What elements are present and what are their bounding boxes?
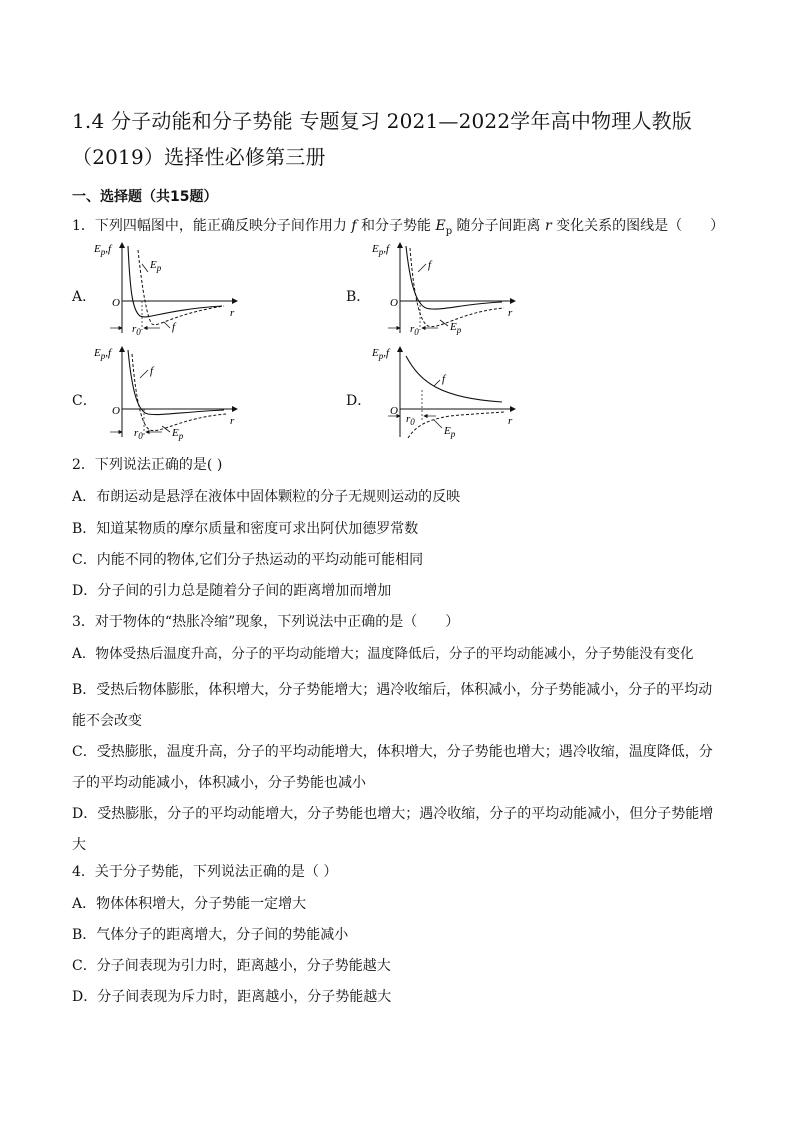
q3-option-b[interactable]: B．受热后物体膨胀，体积增大，分子势能增大；遇冷收缩后，体积减小，分子势能减小，分子的平均动能不会改变 [72, 682, 713, 729]
q1-option-d-label[interactable]: D． [346, 393, 372, 409]
label-f: f [442, 373, 446, 385]
q3-option-a[interactable]: A．物体受热后温度升高，分子的平均动能增大；温度降低后，分子的平均动能减小，分子势能没有变化 [72, 646, 694, 662]
q1-symbol-f: f [351, 218, 357, 234]
q1-option-a-label[interactable]: A． [72, 289, 97, 305]
y-axis-label: $E_p,f$ [94, 347, 112, 361]
x-axis-label: r [508, 415, 513, 427]
question-4-stem: 4．关于分子势能，下列说法正确的是（ ） [72, 864, 338, 880]
q3-option-d[interactable]: D．受热膨胀，分子的平均动能增大，分子势能也增大；遇冷收缩，分子的平均动能减小，但分子势能增大 [72, 806, 714, 853]
x-axis-label: r [230, 307, 235, 319]
q4-option-c[interactable]: C．分子间表现为引力时，距离越小，分子势能越大 [72, 958, 391, 974]
label-ep: $E_p$ [172, 427, 184, 441]
question-2-stem: 2．下列说法正确的是( ) [72, 457, 223, 473]
q3-option-c[interactable]: C．受热膨胀，温度升高，分子的平均动能增大，体积增大，分子势能也增大；遇冷收缩，温度降低，分子的平均动能减小，体积减小，分子势能也减小 [72, 744, 713, 791]
origin-label: O [390, 297, 398, 309]
q1-stem-part: 随分子间距离 [452, 218, 545, 234]
section-heading: 一、选择题（共15题） [72, 189, 218, 205]
x-axis-label: r [508, 307, 513, 319]
label-ep: $E_p$ [150, 259, 162, 273]
q2-option-d[interactable]: D．分子间的引力总是随着分子间的距离增加而增加 [72, 583, 392, 599]
q2-option-a[interactable]: A．布朗运动是悬浮在液体中固体颗粒的分子无规则运动的反映 [72, 489, 461, 505]
q1-stem-part: 1．下列四幅图中，能正确反映分子间作用力 [72, 218, 352, 234]
y-axis-label: $E_p,f$ [372, 347, 390, 361]
curve-f [406, 246, 502, 309]
q1-symbol-sub: p [445, 225, 453, 237]
y-axis-label: $E_p,f$ [372, 243, 390, 257]
q2-option-c[interactable]: C．内能不同的物体,它们分子热运动的平均动能可能相同 [72, 552, 424, 568]
curve-f [406, 356, 502, 402]
q4-option-b[interactable]: B．气体分子的距离增大，分子间的势能减小 [72, 927, 349, 943]
origin-label: O [112, 405, 120, 417]
y-axis-label: $E_p,f$ [94, 243, 112, 257]
graph-b[interactable] [370, 238, 520, 338]
origin-label: O [390, 405, 398, 417]
curve-ep [132, 354, 226, 431]
label-ep: $E_p$ [450, 321, 462, 335]
q2-option-b[interactable]: B．知道某物质的摩尔质量和密度可求出阿伏加德罗常数 [72, 521, 419, 537]
q1-option-b-label[interactable]: B． [346, 289, 371, 305]
label-r0: $r_0$ [406, 413, 415, 427]
q4-option-a[interactable]: A．物体体积增大，分子势能一定增大 [72, 896, 307, 912]
label-r0: $r_0$ [132, 323, 141, 337]
label-f: f [172, 321, 176, 333]
question-3-stem: 3．对于物体的“热胀冷缩”现象，下列说法中正确的是（ ） [72, 614, 460, 630]
x-axis-label: r [230, 415, 235, 427]
curve-ep [408, 412, 504, 438]
curve-ep [410, 248, 504, 327]
curve-f [128, 350, 224, 415]
label-f: f [428, 259, 432, 271]
q4-option-d[interactable]: D．分子间表现为斥力时，距离越小，分子势能越大 [72, 989, 392, 1005]
title-line-1: 1.4 分子动能和分子势能 专题复习 2021—2022学年高中物理人教版 [72, 109, 693, 133]
q1-symbol-r: r [545, 218, 552, 234]
label-r0: $r_0$ [134, 427, 143, 441]
q1-symbol-e: E [435, 218, 446, 234]
document-title [72, 103, 732, 175]
label-ep: $E_p$ [444, 425, 456, 439]
origin-label: O [112, 297, 120, 309]
label-f: f [150, 365, 154, 377]
graph-a[interactable] [92, 238, 242, 338]
q1-stem-part: 变化关系的图线是（ ） [551, 218, 725, 234]
q1-option-c-label[interactable]: C． [72, 393, 97, 409]
graph-d[interactable] [370, 342, 520, 442]
graph-c[interactable] [92, 342, 242, 442]
q1-stem-part: 和分子势能 [356, 218, 436, 234]
title-line-2: （2019）选择性必修第三册 [72, 145, 326, 169]
label-r0: $r_0$ [410, 323, 419, 337]
